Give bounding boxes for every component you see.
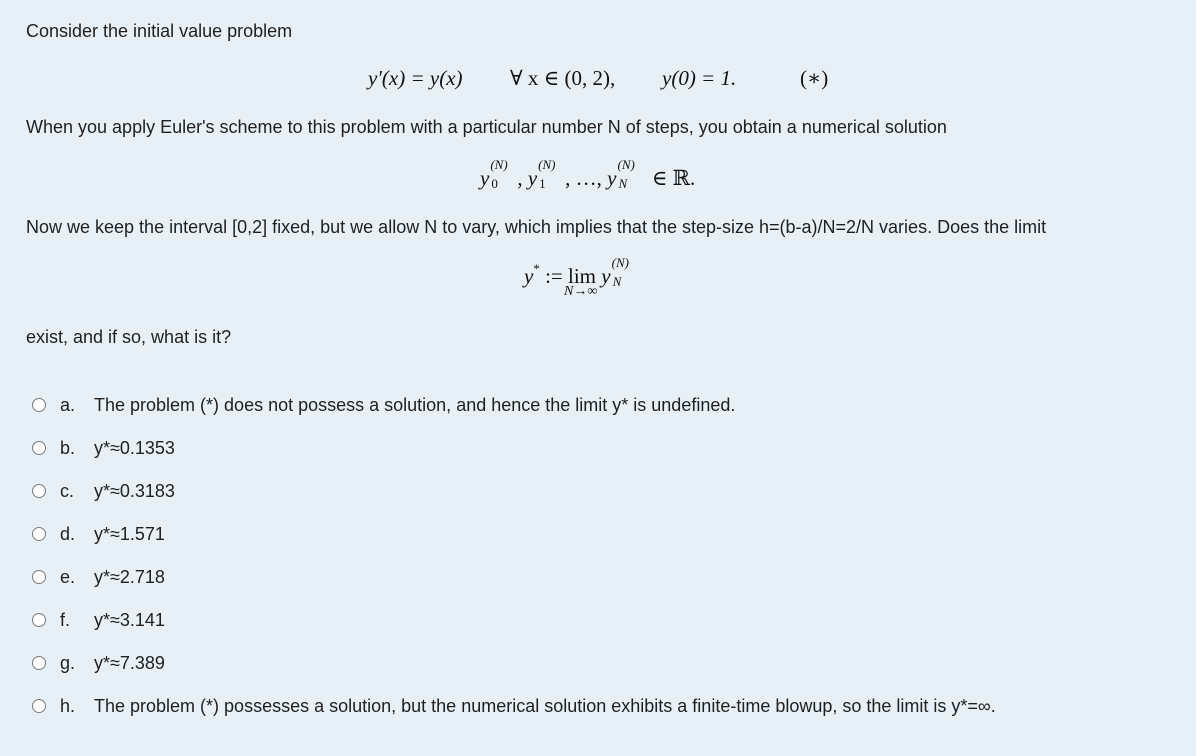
option-h[interactable]	[32, 692, 996, 720]
ivp-tag: (∗)	[800, 66, 829, 90]
radio-option-a[interactable]	[32, 398, 46, 412]
option-c[interactable]	[32, 477, 175, 505]
radio-option-b[interactable]	[32, 441, 46, 455]
seq-y1-sup: (N)	[538, 157, 556, 172]
question-paragraph-euler: When you apply Euler's scheme to this problem with a particular number N of steps, you obtain a numerical solution	[26, 117, 947, 137]
seq-y0-sup: (N)	[490, 157, 508, 172]
option-e-text: y*≈2.718	[94, 566, 165, 587]
question-paragraph-limit: Now we keep the interval [0,2] fixed, but we allow N to vary, which implies that the step-size h=(b-a)/N=2/N varies. Does the limit	[26, 217, 1047, 237]
limit-y: y	[601, 264, 611, 288]
seq-y1-sub: 1	[539, 176, 546, 191]
option-e[interactable]	[32, 563, 165, 591]
option-a-text: The problem (*) does not possess a solution, and hence the limit y* is undefined.	[94, 394, 736, 415]
sequence-equation	[480, 157, 696, 191]
ivp-initial-condition: y(0) = 1.	[662, 66, 737, 90]
radio-option-g[interactable]	[32, 656, 46, 670]
limit-equation	[524, 255, 639, 299]
option-f[interactable]	[32, 606, 165, 634]
seq-sep-3: ,	[596, 166, 602, 190]
seq-y0-sub: 0	[491, 176, 498, 191]
option-b[interactable]	[32, 434, 175, 462]
radio-option-d[interactable]	[32, 527, 46, 541]
ivp-equation	[368, 66, 463, 91]
limit-y-sup: (N)	[611, 255, 629, 270]
seq-y1: y	[527, 166, 538, 190]
option-g-text: y*≈7.389	[94, 652, 165, 673]
option-c-text: y*≈0.3183	[94, 480, 175, 501]
radio-option-f[interactable]	[32, 613, 46, 627]
option-d-text: y*≈1.571	[94, 523, 165, 544]
radio-option-c[interactable]	[32, 484, 46, 498]
limit-star: *	[533, 261, 540, 276]
option-h-text: The problem (*) possesses a solution, but the numerical solution exhibits a finite-time blowup, so the limit is y*=∞.	[94, 695, 996, 716]
radio-option-e[interactable]	[32, 570, 46, 584]
option-g-letter: g.	[60, 652, 76, 673]
option-g[interactable]	[32, 649, 165, 677]
seq-yN: y	[607, 166, 617, 190]
option-f-text: y*≈3.141	[94, 609, 165, 630]
option-a-letter: a.	[60, 394, 76, 415]
seq-dots: …	[575, 166, 597, 190]
ivp-domain: ∀ x ∈ (0, 2),	[510, 66, 616, 90]
option-b-letter: b.	[60, 437, 76, 458]
ivp-lhs: y′(x) = y(x)	[368, 66, 463, 90]
limit-y-sub: N	[612, 274, 622, 289]
question-paragraph-exist: exist, and if so, what is it?	[26, 327, 232, 347]
option-d[interactable]	[32, 520, 165, 548]
limit-operator	[564, 264, 598, 299]
option-a[interactable]	[32, 391, 736, 419]
limit-lim: lim	[568, 264, 597, 288]
radio-option-h[interactable]	[32, 699, 46, 713]
limit-ystar: y	[524, 264, 534, 288]
limit-assign: :=	[545, 264, 563, 288]
option-f-letter: f.	[60, 609, 71, 630]
option-c-letter: c.	[60, 480, 75, 501]
seq-sep-1: ,	[517, 166, 523, 190]
seq-yN-sup: (N)	[617, 157, 635, 172]
option-b-text: y*≈0.1353	[94, 437, 175, 458]
seq-sep-2: ,	[565, 166, 571, 190]
option-d-letter: d.	[60, 523, 76, 544]
seq-y0: y	[480, 166, 490, 190]
seq-in-reals: ∈ ℝ.	[651, 166, 696, 190]
option-h-letter: h.	[60, 695, 76, 716]
question-intro: Consider the initial value problem	[26, 21, 293, 41]
option-e-letter: e.	[60, 566, 76, 587]
seq-yN-sub: N	[618, 176, 628, 191]
limit-under: N→∞	[564, 284, 598, 299]
